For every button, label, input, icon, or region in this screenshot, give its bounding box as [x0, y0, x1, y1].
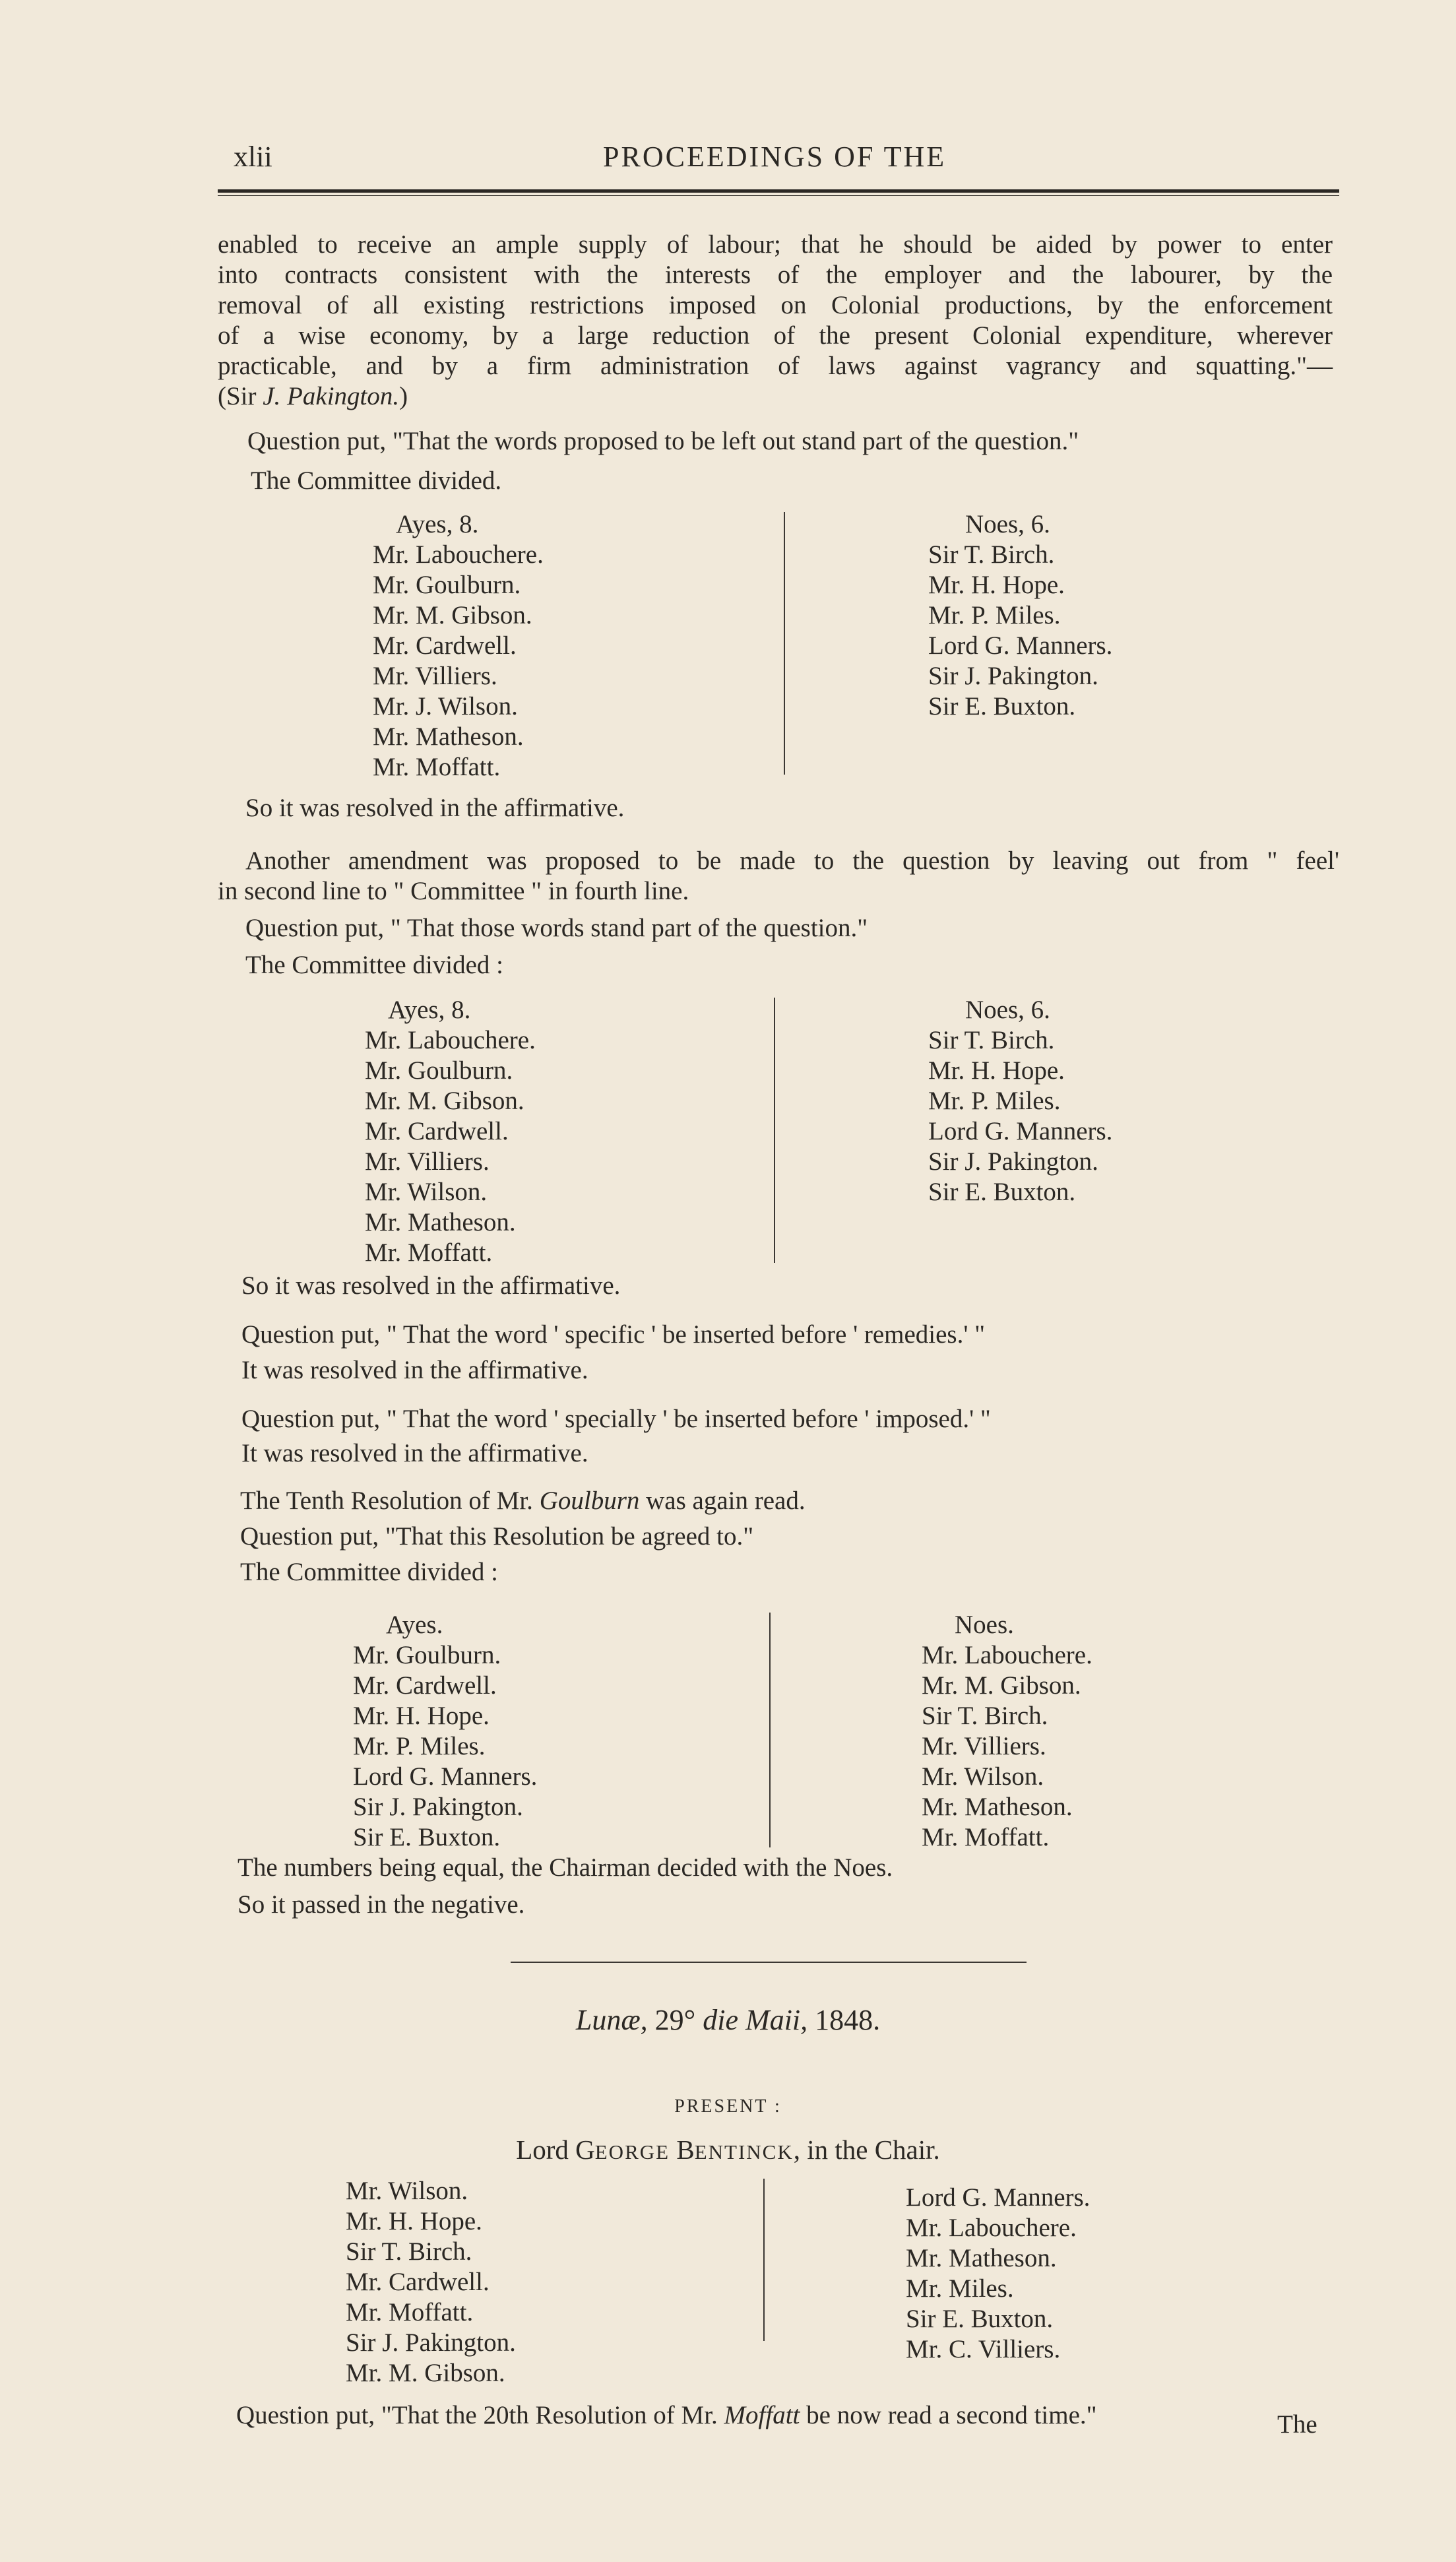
- member-name: Sir J. Pakington.: [346, 2328, 516, 2357]
- member-name: Mr. Matheson.: [373, 722, 524, 751]
- text-segment: Lord: [516, 2134, 576, 2165]
- noes-heading: Noes.: [955, 1611, 1014, 1639]
- present-members-left: [346, 2176, 516, 2388]
- member-name: Mr. Cardwell.: [365, 1117, 509, 1145]
- ayes-list-1: [373, 509, 544, 783]
- result-1: So it was resolved in the affirmative.: [245, 794, 625, 822]
- tenth-resolution-read: [240, 1486, 806, 1516]
- name-smallcaps: ENTINCK: [694, 2140, 794, 2163]
- committee-divided-2: The Committee divided :: [245, 951, 504, 979]
- attribution: [218, 381, 1333, 412]
- member-name: Mr. Cardwell.: [353, 1671, 497, 1700]
- committee-divided-3: The Committee divided :: [240, 1558, 499, 1586]
- member-name: Mr. C. Villiers.: [906, 2335, 1061, 2363]
- member-name: Mr. Moffatt.: [373, 753, 501, 781]
- member-name: Mr. Cardwell.: [373, 631, 517, 660]
- member-name: Lord G. Manners.: [928, 1117, 1113, 1145]
- column-divider: [769, 1613, 771, 1847]
- committee-divided-1: The Committee divided.: [251, 466, 502, 495]
- member-name: Mr. Villiers.: [922, 1732, 1046, 1760]
- member-name: Sir E. Buxton.: [906, 2305, 1054, 2333]
- equal-numbers-note: The numbers being equal, the Chairman decided with the Noes.: [237, 1853, 893, 1882]
- member-name: Sir T. Birch.: [346, 2237, 472, 2266]
- present-heading: PRESENT :: [674, 2096, 782, 2117]
- member-name: Mr. P. Miles.: [928, 601, 1061, 629]
- member-name: Mr. Matheson.: [365, 1208, 516, 1236]
- paragraph-line: practicable, and by a firm administration of laws against vagrancy and squatting."—: [218, 352, 1333, 380]
- member-name: Mr. P. Miles.: [353, 1732, 486, 1760]
- member-name: Mr. H. Hope.: [928, 571, 1065, 599]
- noes-list-3: [922, 1610, 1092, 1853]
- section-separator: [511, 1962, 1027, 1963]
- meeting-date: [0, 2003, 1456, 2037]
- result-specially: It was resolved in the affirmative.: [241, 1439, 588, 1467]
- header-rule: [218, 189, 1339, 193]
- chair-line: [0, 2134, 1456, 2165]
- member-name: Mr. H. Hope.: [928, 1056, 1065, 1085]
- attribution-prefix: (Sir: [218, 382, 263, 410]
- question-1: Question put, "That the words proposed to be left out stand part of the question.": [247, 427, 1079, 455]
- member-name: Sir E. Buxton.: [353, 1823, 501, 1851]
- member-name: Mr. M. Gibson.: [346, 2359, 505, 2387]
- member-name: Mr. Moffatt.: [346, 2298, 474, 2326]
- member-name: Mr. Wilson.: [346, 2177, 468, 2205]
- member-name: Mr. Miles.: [906, 2274, 1014, 2303]
- member-name: Lord G. Manners.: [353, 1762, 538, 1791]
- member-name: Lord G. Manners.: [928, 631, 1113, 660]
- member-name: Mr. M. Gibson.: [922, 1671, 1081, 1700]
- member-name: Mr. Villiers.: [373, 662, 497, 690]
- member-name: Lord G. Manners.: [906, 2183, 1091, 2212]
- member-name-italic: Moffatt: [724, 2401, 800, 2429]
- member-name: Mr. Goulburn.: [353, 1641, 501, 1669]
- member-name: Mr. Moffatt.: [922, 1823, 1050, 1851]
- member-name: Sir J. Pakington.: [353, 1793, 523, 1821]
- text-segment: was again read.: [639, 1487, 806, 1515]
- attribution-suffix: ): [399, 382, 408, 410]
- member-name: Mr. Labouchere.: [373, 540, 544, 569]
- present-members-right: [906, 2183, 1090, 2365]
- date-month: die Maii,: [703, 2004, 808, 2036]
- member-name: Mr. Cardwell.: [346, 2268, 490, 2296]
- noes-list-1: [928, 509, 1112, 722]
- catchword: The: [1277, 2410, 1317, 2439]
- paragraph-line: into contracts consistent with the interests of the employer and the labourer, by the: [218, 261, 1333, 289]
- member-name: Mr. Wilson.: [365, 1178, 488, 1206]
- member-name: Mr. Labouchere.: [922, 1641, 1092, 1669]
- member-name: Sir T. Birch.: [928, 1026, 1055, 1054]
- name-smallcaps: EORGE: [594, 2140, 670, 2163]
- ayes-heading: Ayes, 8.: [388, 996, 471, 1024]
- member-name-italic: Goulburn: [539, 1487, 640, 1515]
- member-name: Mr. H. Hope.: [346, 2207, 482, 2235]
- paragraph-line: of a wise economy, by a large reduction of the present Colonial expenditure, wherever: [218, 321, 1333, 350]
- text-segment: , in the Chair.: [793, 2134, 940, 2165]
- member-name: Mr. M. Gibson.: [365, 1087, 524, 1115]
- date-number: 29°: [647, 2004, 703, 2036]
- ayes-list-3: [353, 1610, 537, 1853]
- member-name: Mr. J. Wilson.: [373, 692, 518, 721]
- member-name: Mr. Moffatt.: [365, 1238, 493, 1267]
- ayes-heading: Ayes, 8.: [396, 510, 479, 538]
- member-name: Mr. Villiers.: [365, 1147, 490, 1176]
- member-name: Mr. Labouchere.: [906, 2214, 1077, 2242]
- paragraph-line: removal of all existing restrictions imposed on Colonial productions, by the enforcement: [218, 291, 1333, 319]
- member-name: Mr. Goulburn.: [373, 571, 521, 599]
- attribution-name: J. Pakington.: [263, 382, 400, 410]
- member-name: Sir J. Pakington.: [928, 662, 1098, 690]
- date-year: 1848.: [807, 2004, 881, 2036]
- date-day: Lunæ,: [575, 2004, 648, 2036]
- page-number: xlii: [234, 141, 272, 173]
- column-divider: [784, 512, 785, 775]
- header-rule-thin: [218, 195, 1339, 196]
- member-name: Mr. Goulburn.: [365, 1056, 513, 1085]
- question-specific: Question put, " That the word ' specific ' be inserted before ' remedies.' ": [241, 1320, 986, 1349]
- opening-paragraph: [218, 230, 1333, 412]
- ayes-heading: Ayes.: [386, 1611, 443, 1639]
- name-initial: B: [676, 2134, 695, 2165]
- member-name: Mr. Labouchere.: [365, 1026, 536, 1054]
- member-name: Mr. P. Miles.: [928, 1087, 1061, 1115]
- paragraph-line: enabled to receive an ample supply of labour; that he should be aided by power to enter: [218, 230, 1333, 259]
- member-name: Mr. H. Hope.: [353, 1702, 490, 1730]
- member-name: Sir T. Birch.: [922, 1702, 1048, 1730]
- text-segment: Question put, "That the 20th Resolution of Mr.: [236, 2401, 724, 2429]
- result-2: So it was resolved in the affirmative.: [241, 1271, 621, 1300]
- member-name: Sir E. Buxton.: [928, 692, 1076, 721]
- column-divider: [763, 2179, 765, 2341]
- question-2: Question put, " That those words stand part of the question.": [245, 914, 868, 942]
- text-segment: be now read a second time.": [800, 2401, 1097, 2429]
- result-specific: It was resolved in the affirmative.: [241, 1356, 588, 1384]
- member-name: Sir E. Buxton.: [928, 1178, 1076, 1206]
- result-3: So it passed in the negative.: [237, 1890, 525, 1919]
- column-divider: [774, 998, 775, 1263]
- member-name: Mr. Wilson.: [922, 1762, 1044, 1791]
- question-specially: Question put, " That the word ' specially ' be inserted before ' imposed.' ": [241, 1405, 991, 1433]
- running-title: PROCEEDINGS OF THE: [603, 141, 947, 173]
- member-name: Mr. Matheson.: [906, 2244, 1057, 2272]
- member-name: Sir J. Pakington.: [928, 1147, 1098, 1176]
- ayes-list-2: [365, 995, 536, 1268]
- question-3: Question put, "That this Resolution be agreed to.": [240, 1522, 754, 1551]
- question-final: [236, 2400, 1097, 2431]
- name-initial: G: [575, 2134, 595, 2165]
- member-name: Sir T. Birch.: [928, 540, 1055, 569]
- noes-heading: Noes, 6.: [965, 510, 1050, 538]
- member-name: Mr. Matheson.: [922, 1793, 1073, 1821]
- noes-heading: Noes, 6.: [965, 996, 1050, 1024]
- noes-list-2: [928, 995, 1112, 1207]
- amendment-line-2: in second line to " Committee " in fourth line.: [218, 877, 689, 905]
- amendment-line-1: Another amendment was proposed to be made to the question by leaving out from " feel': [245, 847, 1339, 875]
- member-name: Mr. M. Gibson.: [373, 601, 532, 629]
- text-segment: The Tenth Resolution of Mr.: [240, 1487, 540, 1515]
